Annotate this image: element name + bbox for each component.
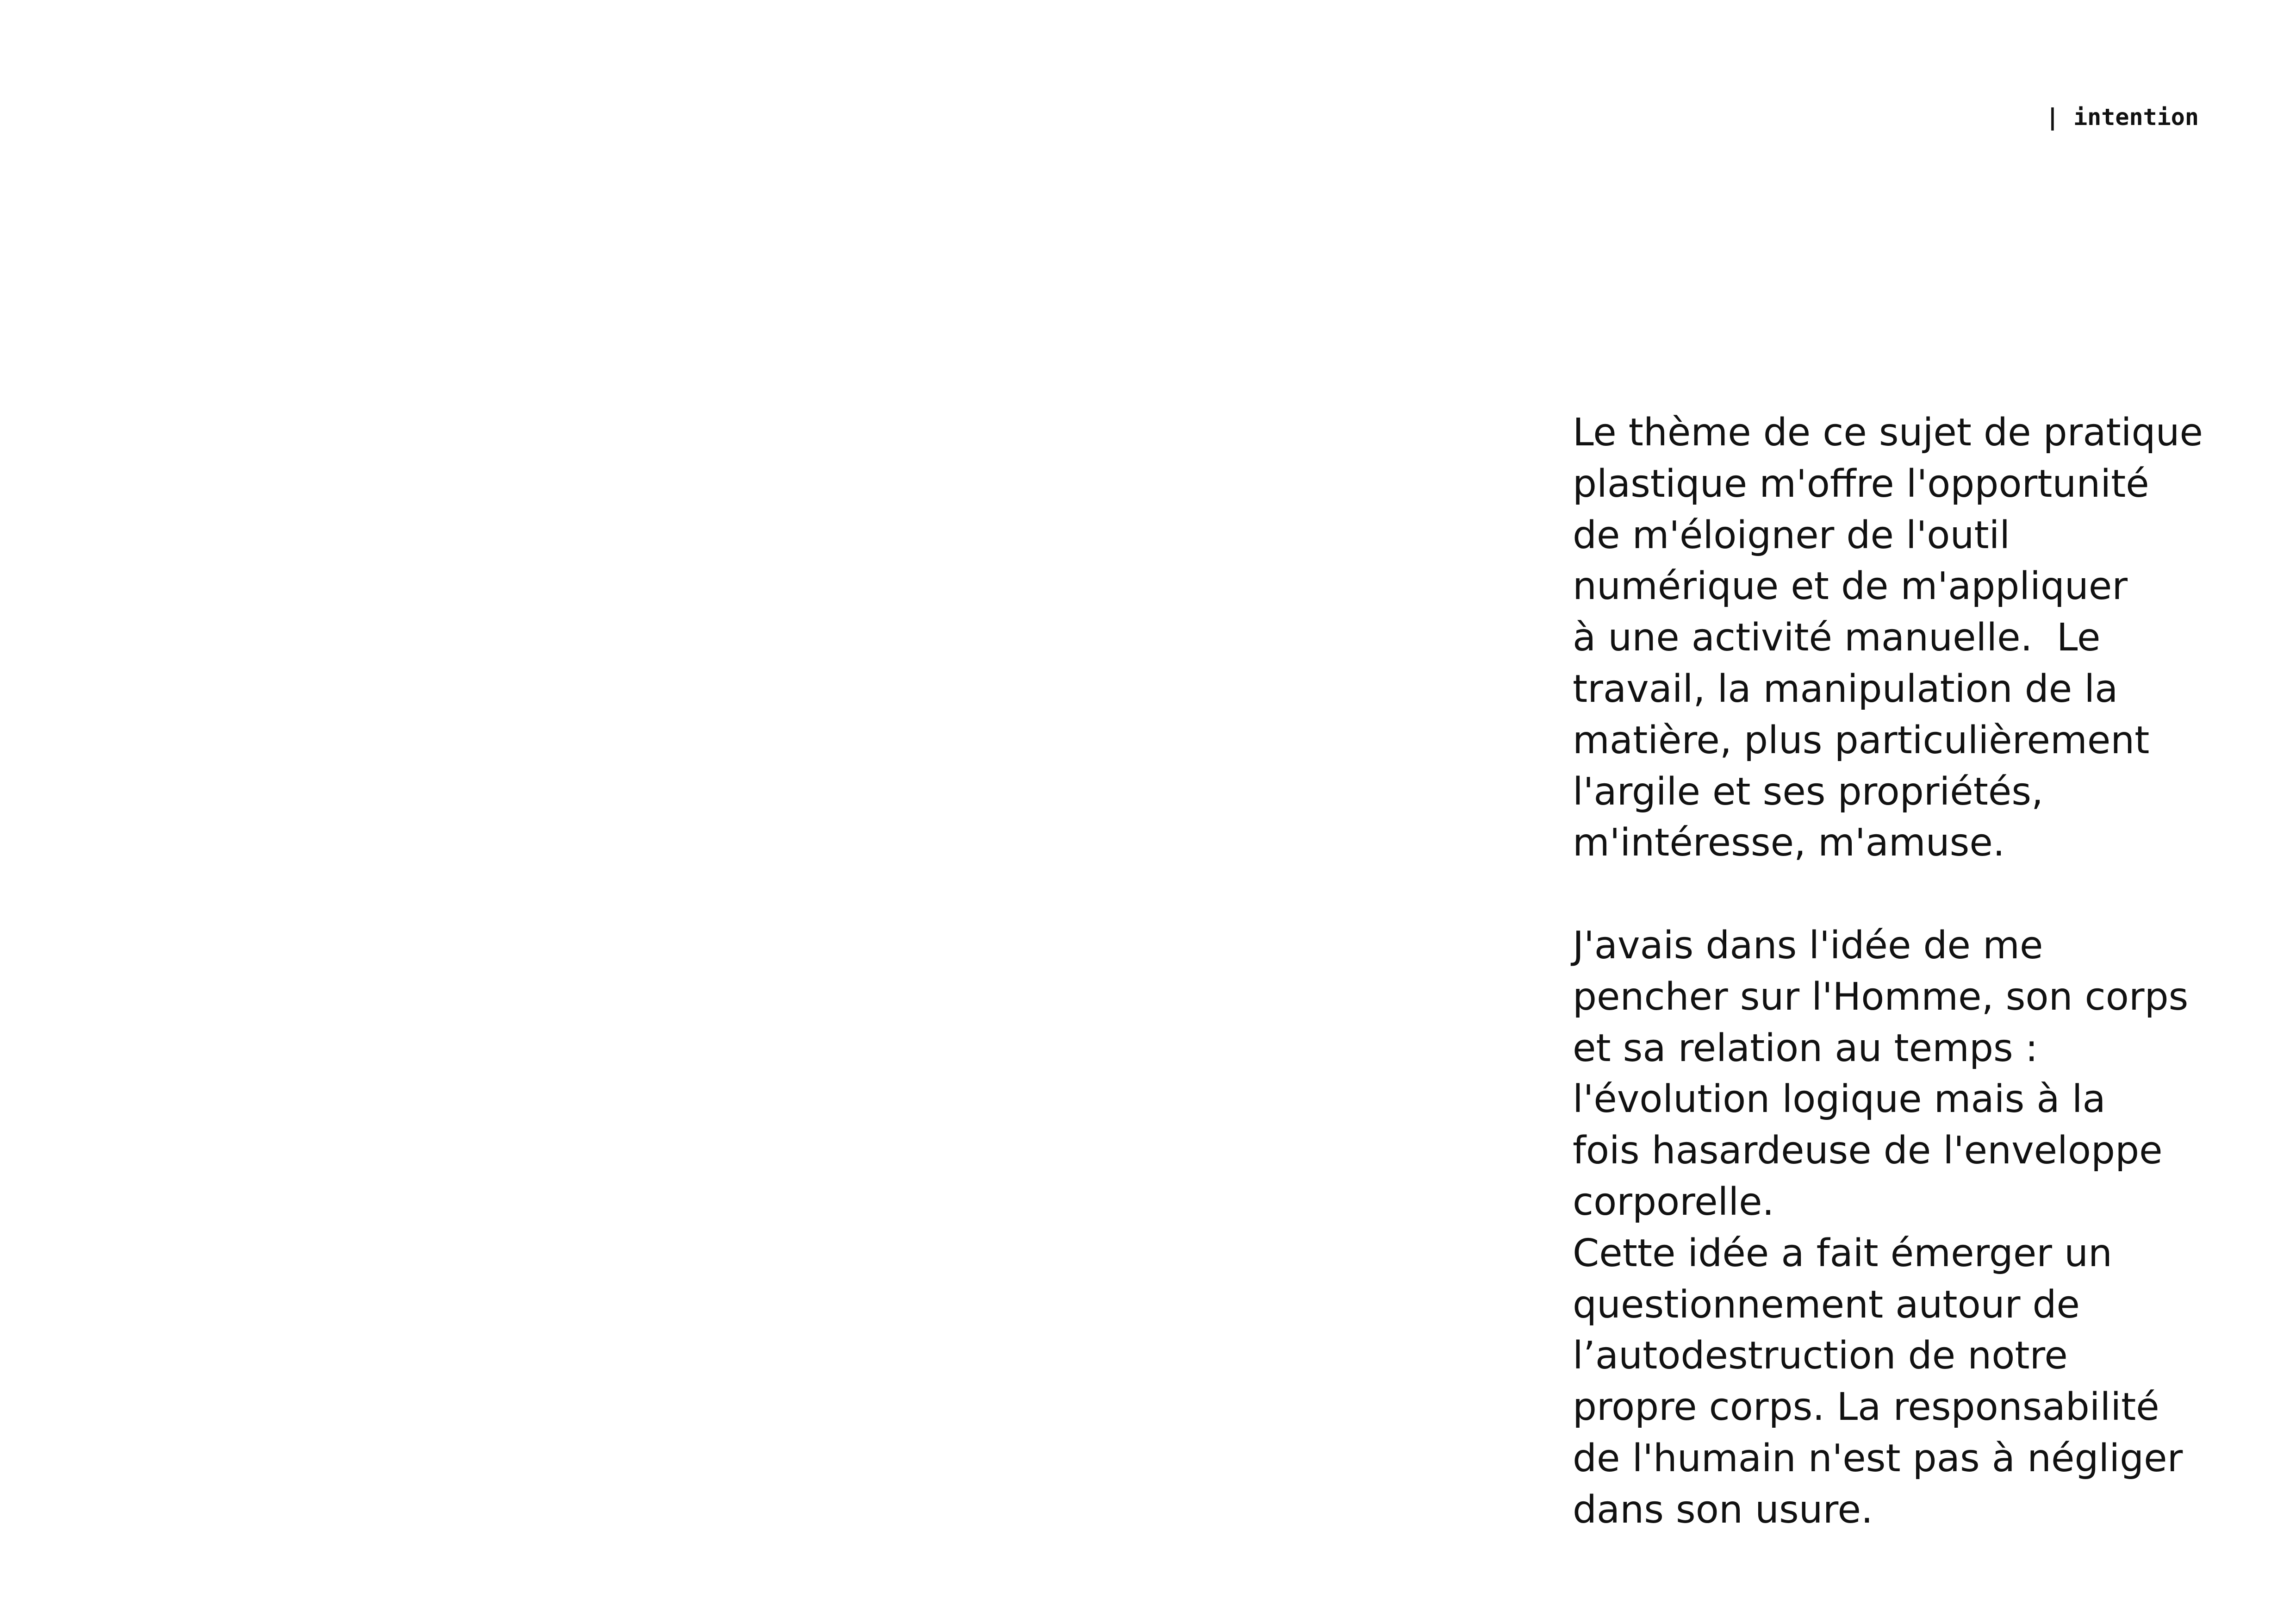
text-line: matière, plus particulièrement	[1573, 718, 2150, 762]
paragraph-2	[1573, 920, 2221, 1228]
text-line: dans son usure.	[1573, 1487, 1873, 1532]
section-label: | intention	[2045, 104, 2199, 131]
text-line: de m'éloigner de l'outil	[1573, 513, 2010, 557]
text-line: questionnement autour de	[1573, 1282, 2080, 1327]
text-line: Cette idée a fait émerger un	[1573, 1231, 2113, 1275]
text-line: numérique et de m'appliquer	[1573, 564, 2128, 609]
text-line: Le thème de ce sujet de pratique	[1573, 411, 2203, 455]
text-line: l'argile et ses propriétés,	[1573, 769, 2044, 814]
text-line: J'avais dans l'idée de me	[1573, 923, 2043, 968]
intention-text	[1573, 407, 2221, 1536]
text-line: propre corps. La responsabilité	[1573, 1385, 2159, 1430]
text-line: à une activité manuelle. Le	[1573, 616, 2101, 660]
text-line: fois hasardeuse de l'enveloppe	[1573, 1129, 2163, 1173]
paragraph-3	[1573, 1228, 2221, 1536]
text-line: l’autodestruction de notre	[1573, 1334, 2068, 1378]
text-line: corporelle.	[1573, 1180, 1774, 1224]
text-line: de l'humain n'est pas à négliger	[1573, 1436, 2183, 1480]
text-line: pencher sur l'Homme, son corps	[1573, 974, 2189, 1019]
text-line: l'évolution logique mais à la	[1573, 1077, 2106, 1122]
paragraph-1	[1573, 407, 2221, 869]
text-line: plastique m'offre l'opportunité	[1573, 462, 2149, 506]
text-line: travail, la manipulation de la	[1573, 667, 2118, 711]
text-line: m'intéresse, m'amuse.	[1573, 821, 2005, 865]
text-line: et sa relation au temps :	[1573, 1026, 2038, 1070]
